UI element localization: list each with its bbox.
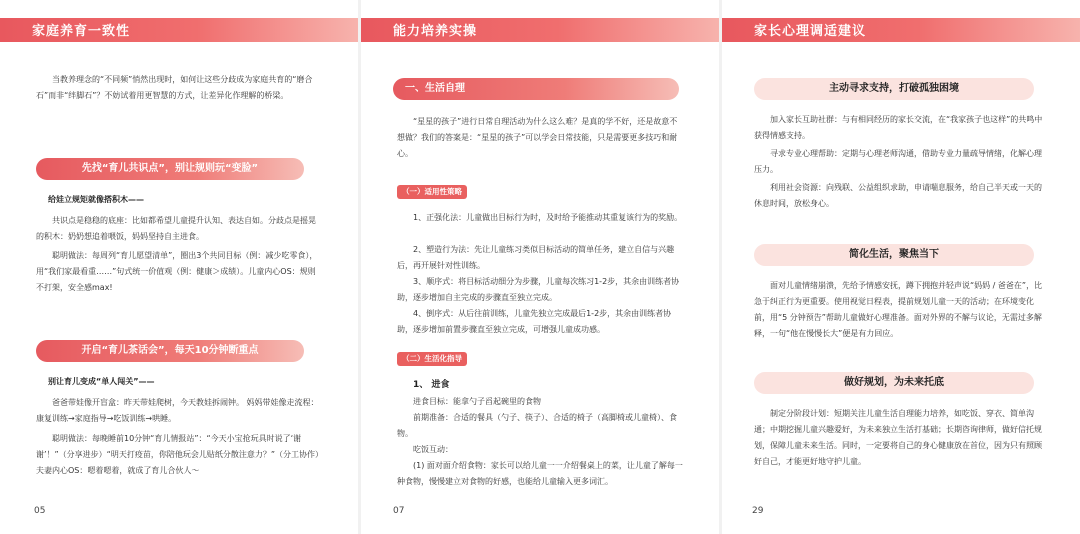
strategy-item: 1、正强化法：儿童做出目标行为时，及时给予能推动其重复该行为的奖励。 [413,213,683,222]
page-number: 07 [393,506,405,516]
page-07 [361,0,719,534]
block-title-plan: 做好规划，为未来托底 [754,372,1034,394]
paragraph: 寻求专业心理帮助：定期与心理老师沟通，借助专业力量疏导情绪，化解心理压力。 [754,149,1042,174]
main-section-title: 一、生活自理 [393,78,679,100]
page-header [361,18,719,42]
paragraph: (1) 面对面介绍食物：家长可以给儿童一一介绍餐桌上的菜，让儿童了解每一种食物，慢慢建立对食物的好感，也能给儿童输入更多词汇。 [397,461,683,486]
paragraph: 爸爸带娃像开盲盒：昨天带娃爬树，今天教娃拆闹钟。 妈妈带娃像走流程：康复训练→家庭指导→吃饭训练→哄睡。 [36,398,319,423]
page-number: 29 [752,506,764,516]
paragraph: 制定分阶段计划：短期关注儿童生活自理能力培养，如吃饭、穿衣、简单沟通；中期挖掘儿童兴趣爱好，为未来独立生活打基础；长期咨询律师，做好信托规划，保障儿童未来生活。同时，一定要将自己的身心健康放在首位，因为只有照顾好自己，才能更好地守护儿童。 [754,409,1042,466]
paragraph: 前期准备：合适的餐具（勺子、筷子）、合适的椅子（高脚椅或儿童椅）、食物。 [397,413,677,438]
paragraph: 共识点是稳稳的底座：比如都希望儿童提升认知、表达自如。分歧点是摇晃的积木：奶奶想追着喂饭，妈妈坚持自主进食。 [36,216,316,241]
paragraph: 利用社会资源：向残联、公益组织求助，申请喘息服务，给自己半天或一天的休息时间，放松身心。 [754,183,1042,208]
strategy-item: 2、塑造行为法：先让儿童练习类似目标活动的简单任务，建立自信与兴趣后，再开展针对性训练。 [397,245,675,270]
section-title-tea-party: 开启“育儿茶话会”，每天10分钟断重点 [36,340,304,362]
subsection-tag: （二）生活化指导 [397,352,467,366]
paragraph: 面对儿童情绪崩溃，先给予情感安抚，蹲下拥抱并轻声说“妈妈 / 爸爸在”，比急于纠正行为更重要。使用视觉日程表，提前规划儿童一天的活动；在环境变化前，用“5 分钟预告”帮助儿童做好心理准备。面对外界的不解与议论，无需过多解释，一句“他在慢慢长大”便是有力回应。 [754,281,1043,338]
paragraph: 进食目标：能拿勺子舀起碗里的食物 [413,397,541,406]
page-05 [0,0,358,534]
strategy-item: 4、倒序式：从后往前训练，儿童先独立完成最后1-2步，其余由训练者协助，逐步增加前置步骤直至独立完成，可增强儿童成功感。 [397,309,672,334]
header-title: 家庭养育一致性 [32,24,131,39]
header-title: 能力培养实操 [393,24,478,39]
page-header [0,18,358,42]
page-29 [722,0,1080,534]
intro-paragraph: 当教养理念的“不同频”悄然出现时，如何让这些分歧成为家庭共育的“磨合石”而非“绊脚石”？不妨试着用更智慧的方式，让差异化作理解的桥梁。 [36,75,313,100]
header-title: 家长心理调适建议 [754,24,867,39]
intro-paragraph: “星星的孩子”进行日常自理活动为什么这么难？是真的学不好，还是故意不想做？我们的答案是：“星星的孩子”可以学会日常技能，只是需要更多技巧和耐心。 [397,117,678,158]
page-header [722,18,1080,42]
section-subtitle: 别让育儿变成“单人闯关”—— [48,377,155,386]
item-title: 1、 进食 [413,380,450,390]
paragraph: 吃饭互动： [413,445,453,454]
paragraph: 聪明做法：每周列“育儿愿望清单”，圈出3个共同目标（例：减少吃零食），用“我们家最看重……”句式统一价值观（例：健康＞成绩）。儿童内心OS：规则不打架，安全感max! [36,251,318,292]
block-title-simplify: 简化生活，聚焦当下 [754,244,1034,266]
page-number: 05 [34,506,46,516]
section-title-consensus: 先找“育儿共识点”，别让规则玩“变脸” [36,158,304,180]
block-title-support: 主动寻求支持，打破孤独困境 [754,78,1034,100]
section-subtitle: 给娃立规矩就像搭积木—— [48,195,144,204]
strategy-item: 3、顺序式：将目标活动细分为步骤，儿童每次练习1-2步，其余由训练者协助，逐步增加自主完成的步骤直至独立完成。 [397,277,680,302]
paragraph: 加入家长互助社群：与有相同经历的家长交流，在“我家孩子也这样”的共鸣中获得情感支持。 [754,115,1043,140]
paragraph: 聪明做法：每晚睡前10分钟“育儿情报站”：“今天小宝抢玩具时说了‘谢谢’！”（分享进步）“明天打疫苗，你陪他玩会儿贴纸分散注意力？”（分工协作）夫妻内心OS：嗯着嗯着，就成了育儿合伙人～ [36,434,319,475]
subsection-tag: （一）适用性策略 [397,185,467,199]
